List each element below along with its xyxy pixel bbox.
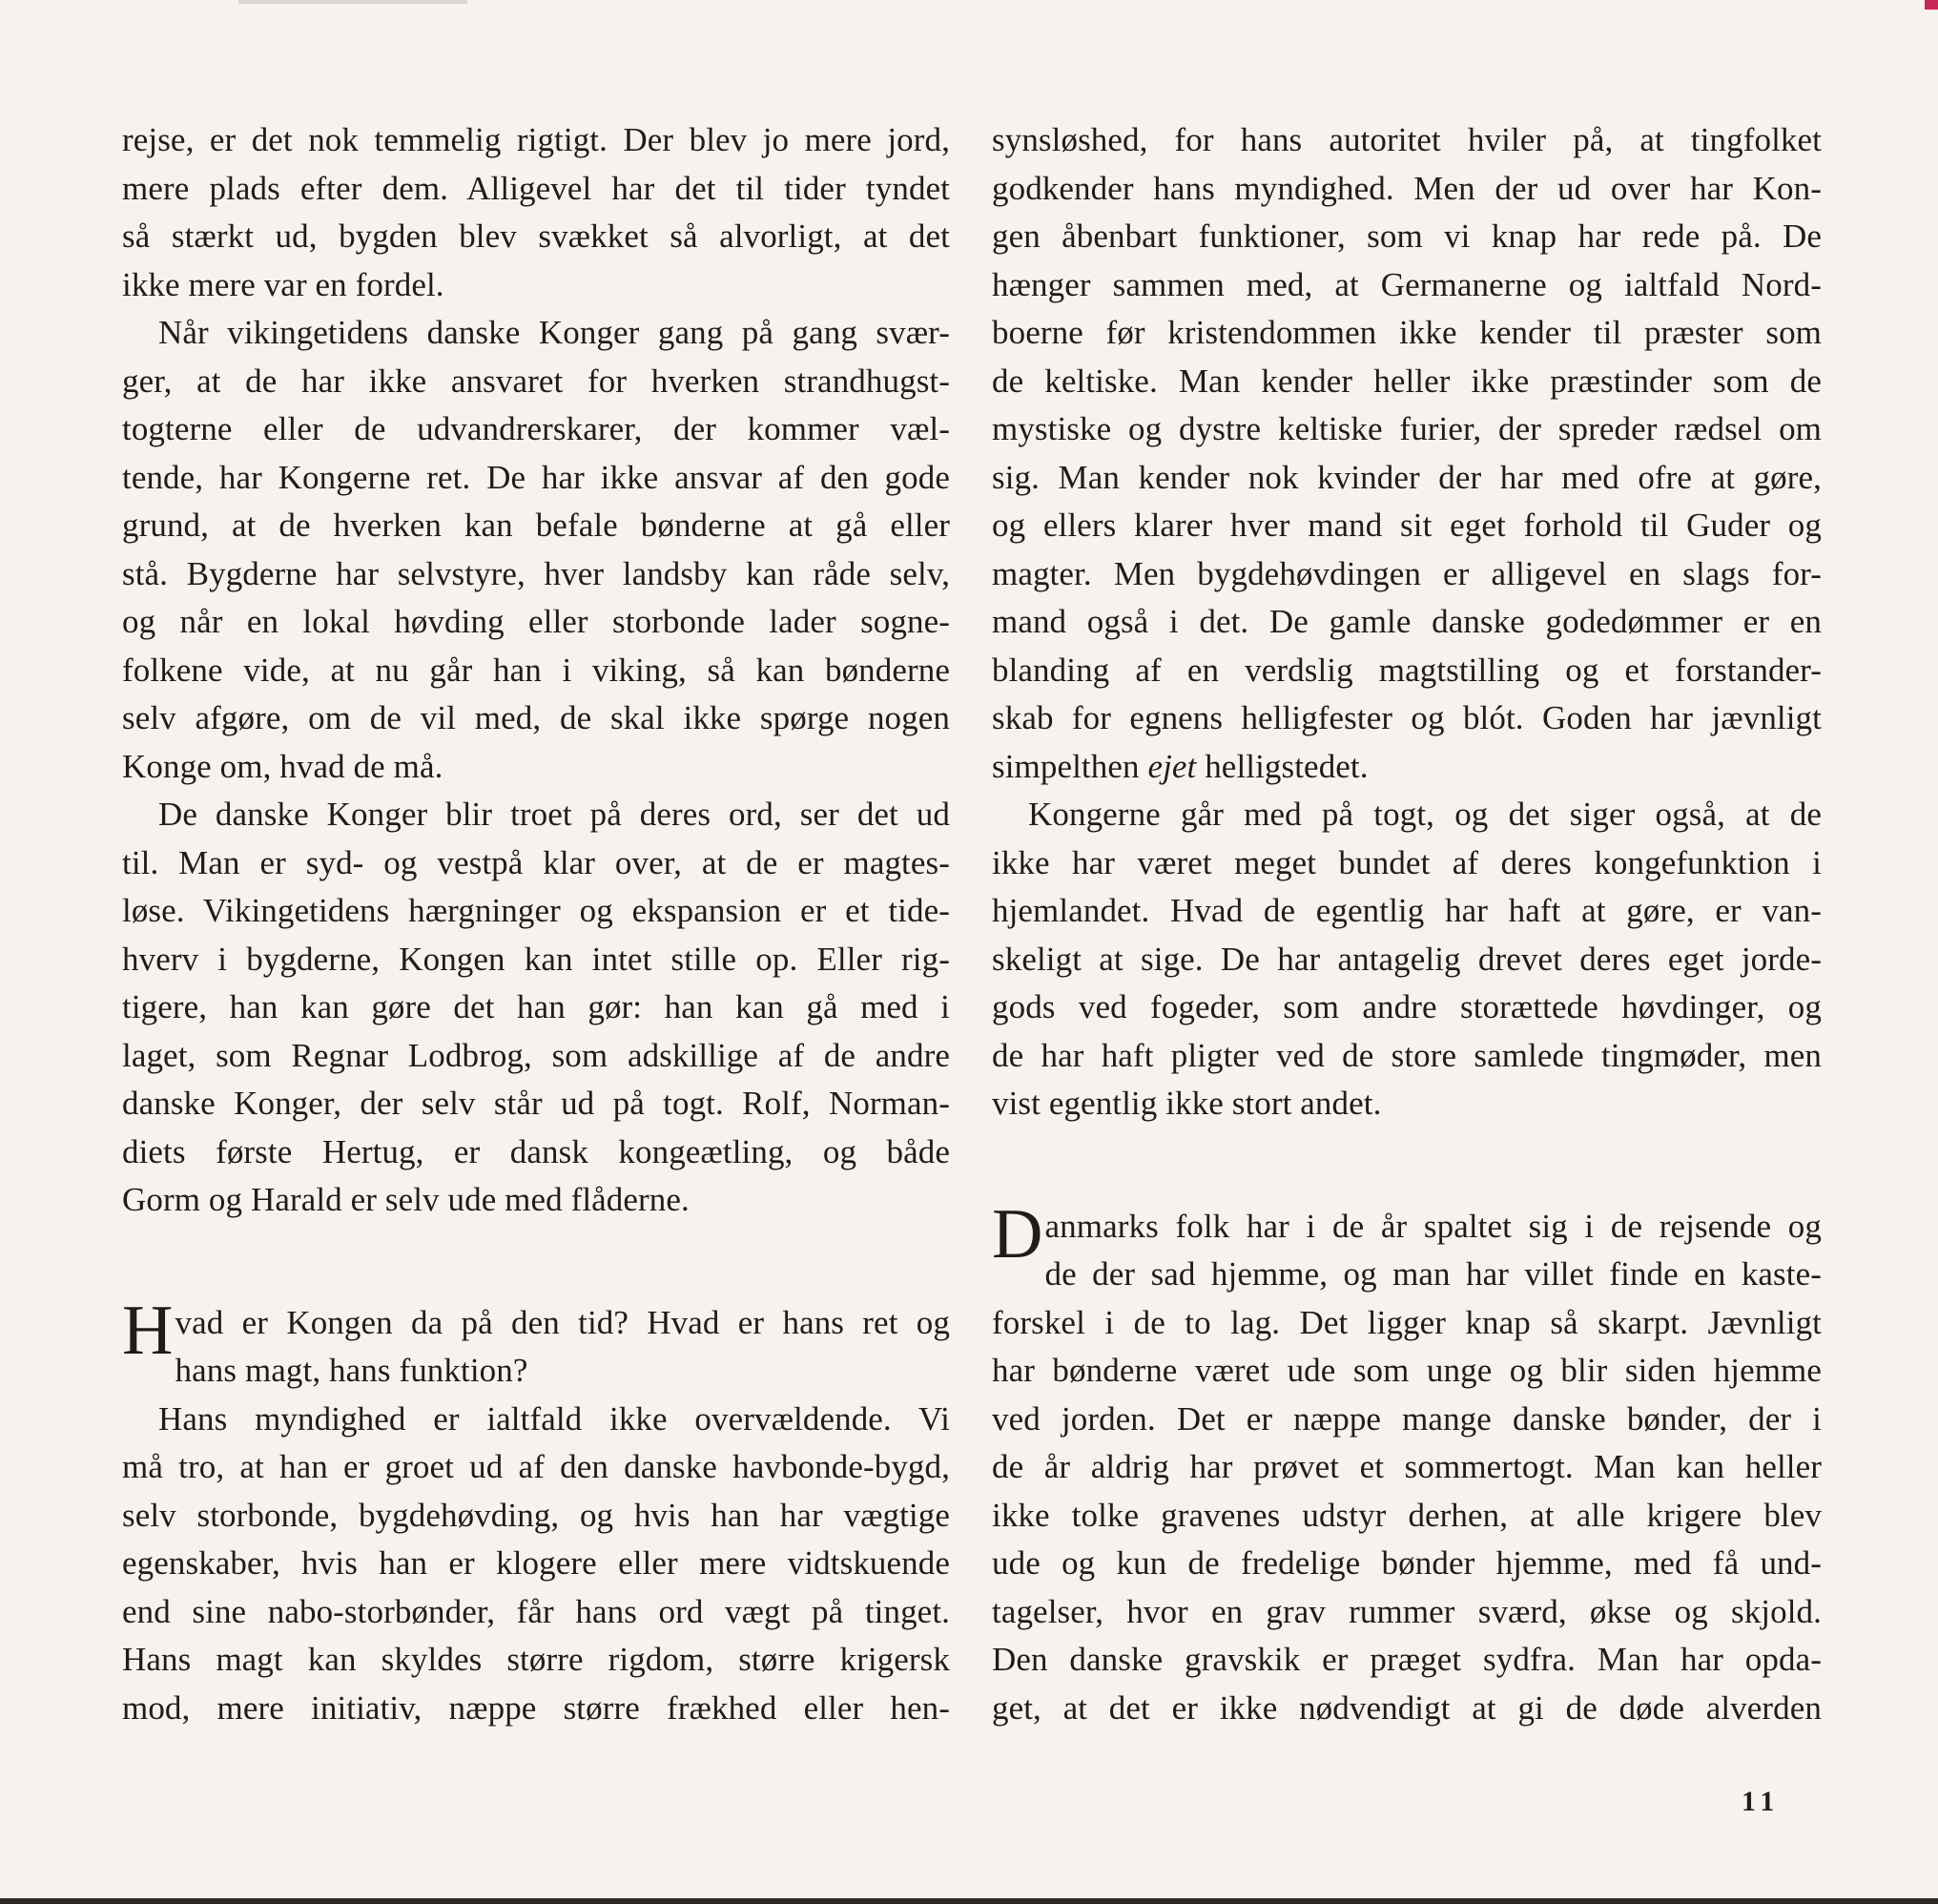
text-line: gods ved fogeder, som andre storættede høvdinger, og <box>992 988 1822 1025</box>
text-line: rejse, er det nok temmelig rigtigt. Der blev jo mere jord, <box>122 121 950 158</box>
section-gap <box>122 1225 950 1299</box>
corner-mark <box>1925 0 1938 10</box>
text-line: Kongerne går med på togt, og det siger også, at de <box>1028 796 1822 833</box>
drop-cap: D <box>992 1194 1043 1273</box>
text-line: De danske Konger blir troet på deres ord, ser det ud <box>158 796 950 833</box>
text-line: må tro, at han er groet ud af den danske havbonde-bygd, <box>122 1448 950 1485</box>
text-line: de har haft pligter ved de store samlede tingmøder, men <box>992 1036 1822 1074</box>
text-line: ikke har været meget bundet af deres kongefunktion i <box>992 843 1822 881</box>
text-line <box>992 743 1822 792</box>
text-line: diets første Hertug, er dansk kongeætling, og både <box>122 1132 950 1170</box>
left-column <box>122 116 950 1732</box>
text-line: Når vikingetidens danske Konger gang på gang svær- <box>158 314 950 351</box>
text-line: mand også i det. De gamle danske godedømmer er en <box>992 603 1822 640</box>
text-line: løse. Vikingetidens hærgninger og ekspansion er et tide- <box>122 892 950 929</box>
text-line: skeligt at sige. De har antagelig drevet deres eget jorde- <box>992 940 1822 978</box>
text-line: stå. Bygderne har selvstyre, hver landsby kan råde selv, <box>122 554 950 592</box>
text-line: mod, mere initiativ, næppe større frækhed eller hen- <box>122 1688 950 1727</box>
text-line: hans magt, hans funktion? <box>175 1352 528 1389</box>
text-line: gen åbenbart funktioner, som vi knap har rede på. De <box>992 217 1822 255</box>
text-line: skab for egnens helligfester og blót. Goden har jævnligt <box>992 699 1822 736</box>
text-line: hverv i bygderne, Kongen kan intet stille op. Eller rig- <box>122 940 950 978</box>
text-line-rest: anmarks folk har i de år spaltet sig i de rejsende og <box>1044 1207 1822 1245</box>
text-line: tigere, han kan gøre det han gør: han kan gå med i <box>122 988 950 1025</box>
text-line: selv afgøre, om de vil med, de skal ikke spørge nogen <box>122 699 950 736</box>
text-line: get, at det er ikke nødvendigt at gi de døde alverden <box>992 1688 1822 1727</box>
text-line: end sine nabo-storbønder, får hans ord vægt på tinget. <box>122 1592 950 1630</box>
text-line: ved jorden. Det er næppe mange danske bønder, der i <box>992 1399 1822 1438</box>
text-line: godkender hans myndighed. Men der ud over har Kon- <box>992 169 1822 207</box>
text-line: Hans myndighed er ialtfald ikke overvældende. Vi <box>158 1399 950 1438</box>
text-line: blanding af en verdslig magtstilling og et forstander- <box>992 651 1822 689</box>
text-line: de der sad hjemme, og man har villet finde en kaste- <box>1044 1255 1822 1293</box>
text-line: til. Man er syd- og vestpå klar over, at de er magtes- <box>122 843 950 881</box>
text-line: hænger sammen med, at Germanerne og ialtfald Nord- <box>992 265 1822 303</box>
top-rule <box>238 0 467 4</box>
text-line: Konge om, hvad de må. <box>122 747 443 785</box>
text-line: tende, har Kongerne ret. De har ikke ansvar af den gode <box>122 458 950 496</box>
text-line: folkene vide, at nu går han i viking, så kan bønderne <box>122 651 950 689</box>
text-line <box>992 1194 1822 1273</box>
right-column <box>992 116 1822 1732</box>
paragraph <box>122 791 950 1225</box>
text-line: vist egentlig ikke stort andet. <box>992 1085 1382 1122</box>
text-line: forskel i de to lag. Det ligger knap så skarpt. Jævnligt <box>992 1303 1822 1341</box>
paragraph <box>992 791 1822 1128</box>
section-opening <box>122 1291 950 1396</box>
text-line: ikke tolke gravenes udstyr derhen, at alle krigere blev <box>992 1496 1822 1534</box>
section-gap <box>992 1128 1822 1203</box>
text-line: de keltiske. Man kender heller ikke præstinder som de <box>992 362 1822 400</box>
paragraph <box>122 309 950 791</box>
text-line: har bønderne været ude som unge og blir siden hjemme <box>992 1352 1822 1389</box>
text-line <box>122 1291 950 1370</box>
page-number: 11 <box>1742 1786 1781 1817</box>
text-line: selv storbonde, bygdehøvding, og hvis han har vægtige <box>122 1496 950 1534</box>
paragraph <box>992 116 1822 791</box>
text-line: magter. Men bygdehøvdingen er alligevel en slags for- <box>992 554 1822 592</box>
text-line: sig. Man kender nok kvinder der har med ofre at gøre, <box>992 458 1822 496</box>
text-line: Hans magt kan skyldes større rigdom, større krigersk <box>122 1641 950 1678</box>
text-line: mystiske og dystre keltiske furier, der spreder rædsel om <box>992 410 1822 447</box>
paragraph <box>122 116 950 309</box>
text-line: ger, at de har ikke ansvaret for hverken strandhugst- <box>122 362 950 400</box>
text-line: og når en lokal høvding eller storbonde lader sogne- <box>122 603 950 640</box>
text-segment: simpelthen <box>992 747 1148 785</box>
text-line: de år aldrig har prøvet et sommertogt. Man kan heller <box>992 1448 1822 1485</box>
text-line-rest: vad er Kongen da på den tid? Hvad er hans ret og <box>175 1303 950 1341</box>
text-line: Gorm og Harald er selv ude med flåderne. <box>122 1181 690 1218</box>
text-line: laget, som Regnar Lodbrog, som adskillige af de andre <box>122 1036 950 1074</box>
text-line: boerne før kristendommen ikke kender til præster som <box>992 314 1822 351</box>
italic-word: ejet <box>1147 747 1197 785</box>
text-line: så stærkt ud, bygden blev svækket så alvorligt, at det <box>122 217 950 255</box>
text-line: hjemlandet. Hvad de egentlig har haft at gøre, er van- <box>992 892 1822 929</box>
paragraph <box>122 1396 950 1733</box>
drop-cap: H <box>122 1291 174 1370</box>
text-line: mere plads efter dem. Alligevel har det til tider tyndet <box>122 169 950 207</box>
text-line: danske Konger, der selv står ud på togt. Rolf, Norman- <box>122 1085 950 1122</box>
text-line: grund, at de hverken kan befale bønderne at gå eller <box>122 507 950 544</box>
text-line: ikke mere var en fordel. <box>122 265 444 303</box>
text-line: togterne eller de udvandrerskarer, der kommer væl- <box>122 410 950 447</box>
text-line: synsløshed, for hans autoritet hviler på, at tingfolket <box>992 121 1822 158</box>
text-line: og ellers klarer hver mand sit eget forhold til Guder og <box>992 507 1822 544</box>
text-line: tagelser, hvor en grav rummer sværd, økse og skjold. <box>992 1592 1822 1630</box>
page-bottom-edge <box>0 1898 1938 1904</box>
section-opening <box>992 1194 1822 1733</box>
text-segment: helligstedet. <box>1196 747 1369 785</box>
text-line: ude og kun de fredelige bønder hjemme, med få und- <box>992 1544 1822 1582</box>
text-line: Den danske gravskik er præget sydfra. Man har opda- <box>992 1641 1822 1678</box>
text-line: egenskaber, hvis han er klogere eller mere vidtskuende <box>122 1544 950 1582</box>
